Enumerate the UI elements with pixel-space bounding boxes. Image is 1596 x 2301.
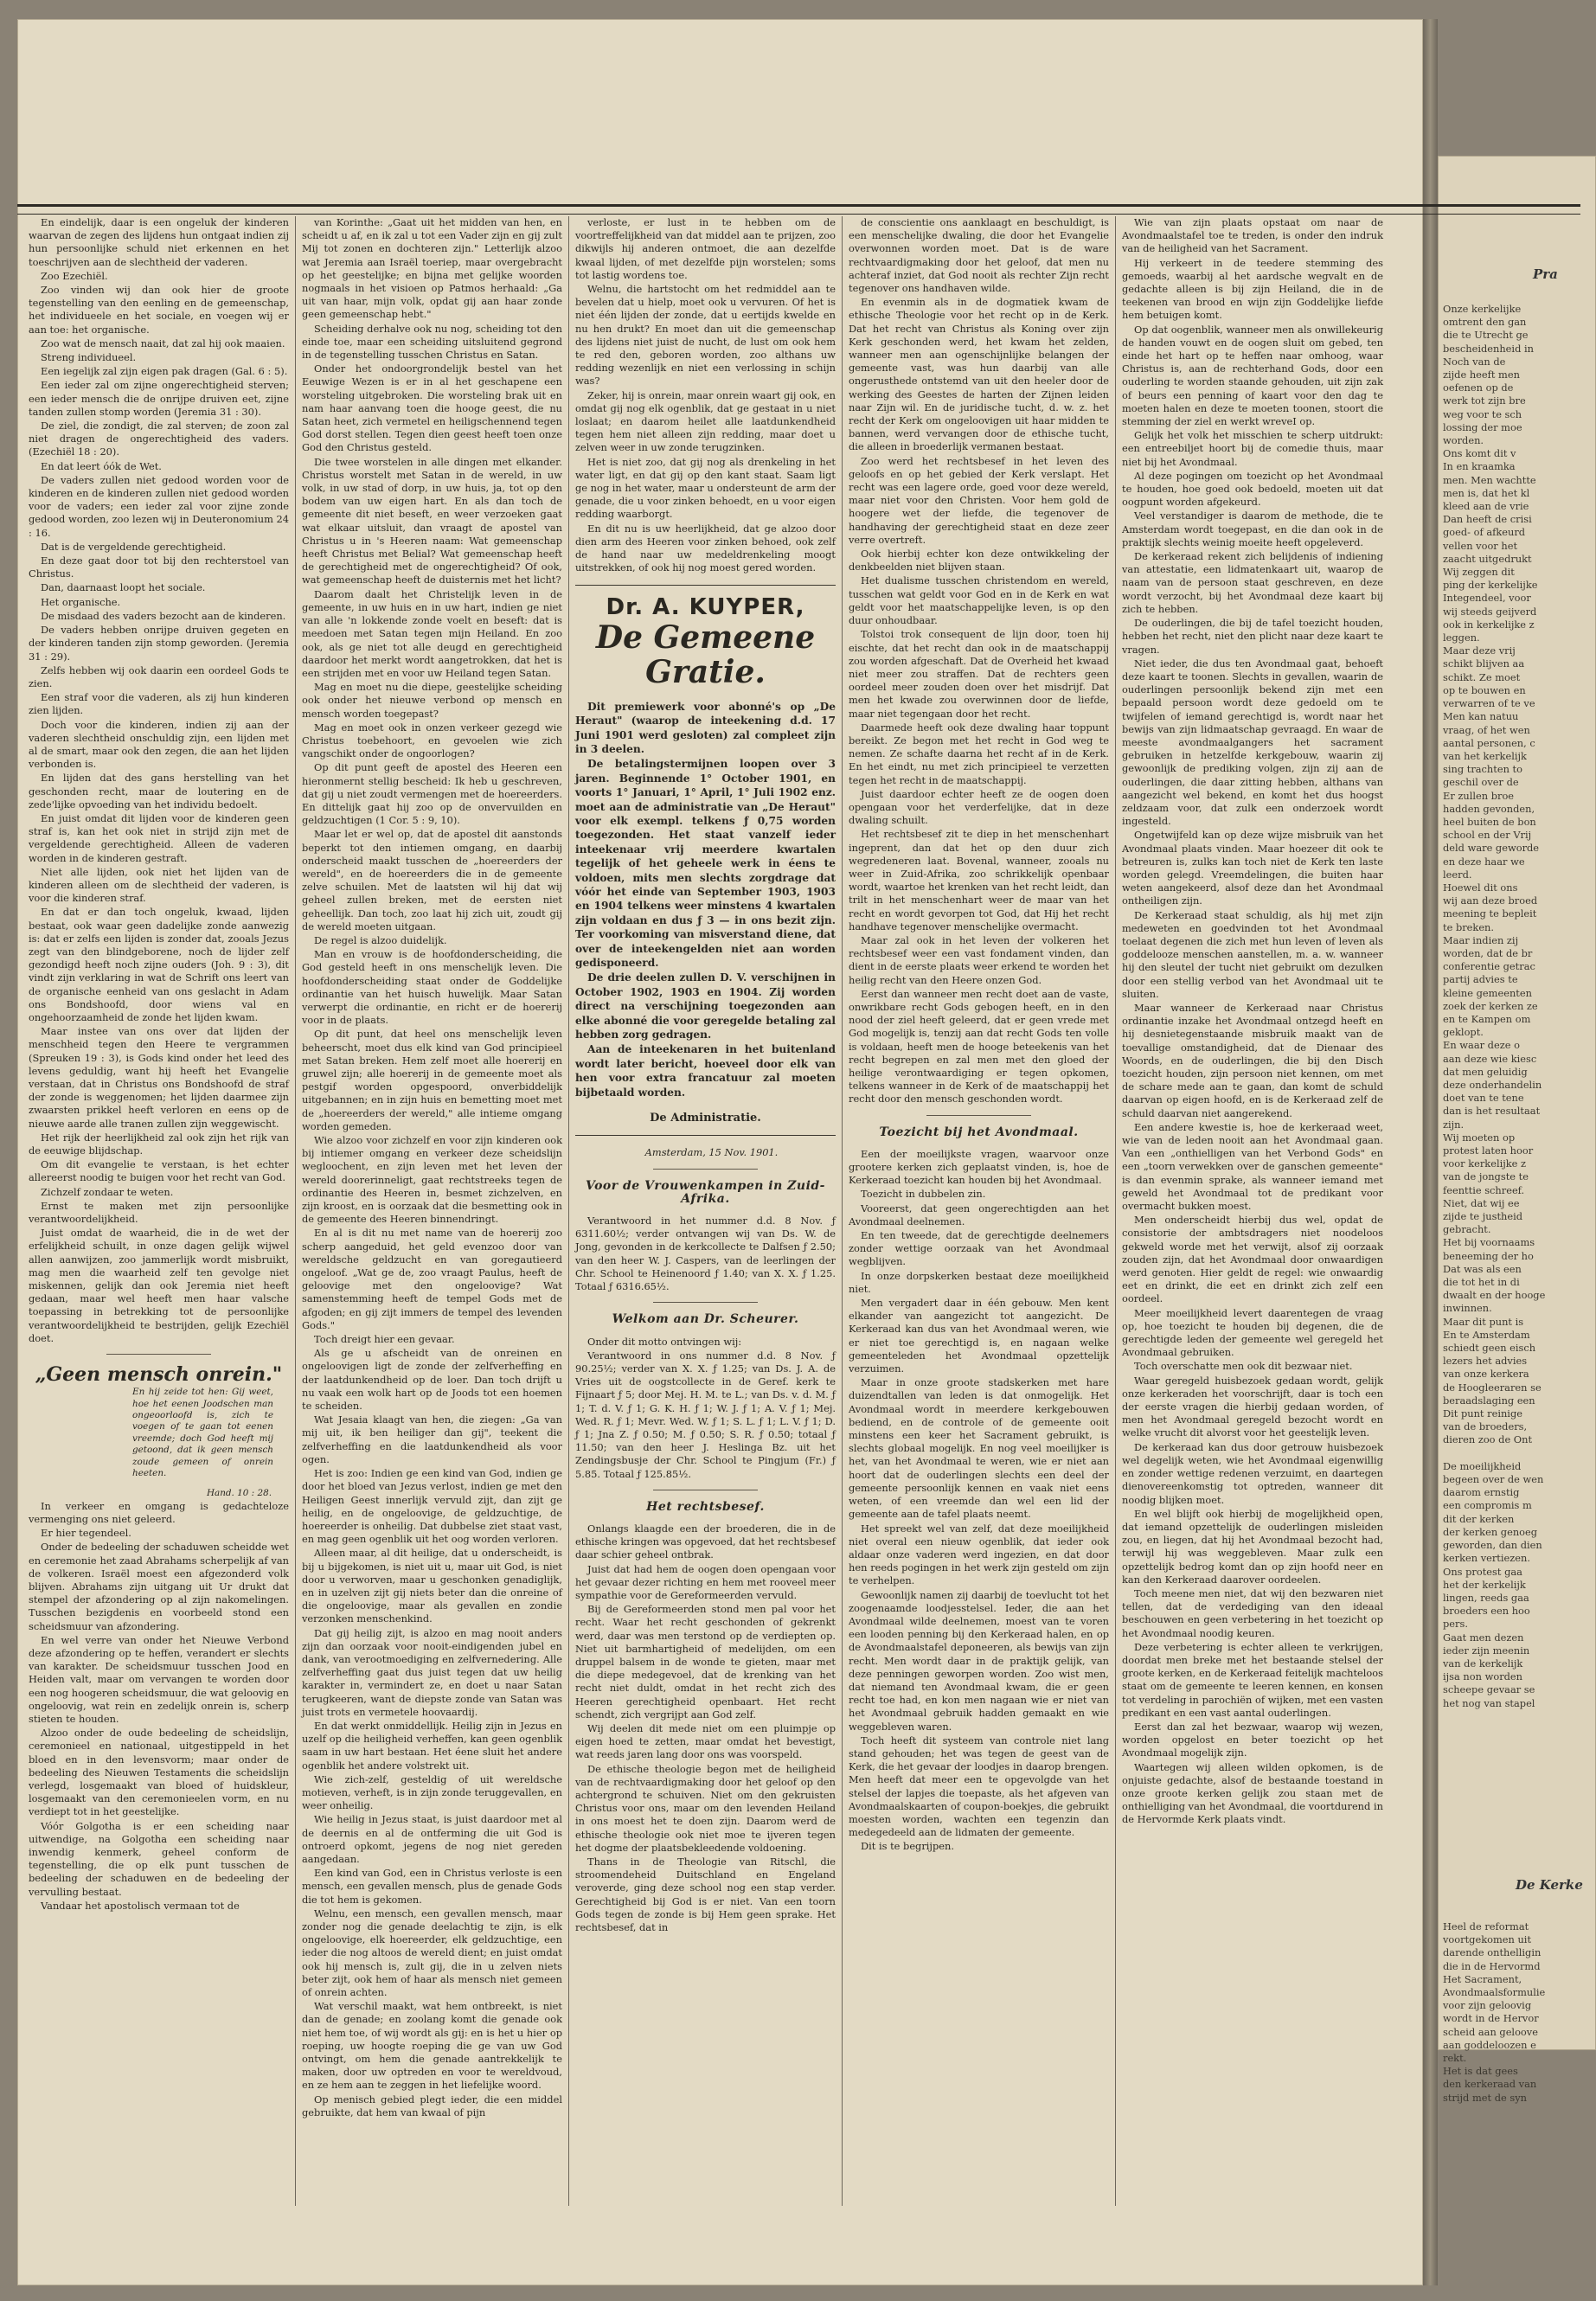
section-rechtsbesef-text — [575, 1522, 836, 1934]
paragraph: En juist omdat dit lijden voor de kinderen geen straf is, kan het ook niet in strijd zijn met de vergeldende gerechtigheid. Alleen de vaderen worden in de kinderen gestraft. — [29, 811, 289, 864]
paragraph: Welnu, een mensch, een gevallen mensch, maar zonder nog die genade deelachtig te zijn, is elk ongeloovige, elk hoereerder, elk geldzuchtige, een ieder die nog altoos de wereld dient; en juist omdat ook hij mensch is, zult gij, die in u zelven niets beter zijt, ook hem of haar als mensch niet gemeen of onrein achten. — [302, 1907, 562, 1999]
text-line: worden. — [1443, 434, 1484, 447]
page-fold — [1423, 19, 1438, 2285]
paragraph: Op dit punt, dat heel ons menschelijk leven beheerscht, moet dus elk kind van God principieel met Satan breken. Hem zelf moet alle hoererij en gruwel zijn; alle hoererij in de gemeente moet als pestgif worden opgespoord, onverbiddelijk uitgebannen; en in zijn huis en bemetting moet met de „hoereerders der wereld," alle intieme omgang worden gemeden. — [302, 1028, 562, 1132]
column-1 — [22, 216, 296, 2206]
paragraph: Scheiding derhalve ook nu nog, scheiding tot den einde toe, maar een scheiding uitsluitend gegrond in de tegenstelling tusschen Christus en Satan. — [302, 322, 562, 362]
text-line: te breken. — [1443, 920, 1495, 933]
text-line: geworden, dan dien — [1443, 1539, 1542, 1552]
text-line: op te bouwen en — [1443, 683, 1526, 696]
column-5-text — [1122, 216, 1383, 1827]
paragraph: Aan de inteekenaren in het buitenland wordt later bericht, hoeveel door elk van hen voor extra francatuur zal moeten bijbetaald worden. — [575, 1043, 836, 1099]
text-line: deze onderhandelin — [1443, 1078, 1542, 1091]
next-page-heading-2: De Kerke — [1516, 1877, 1583, 1893]
text-line: lossing der moe — [1443, 420, 1522, 433]
text-line: begeen over de wen — [1443, 1473, 1544, 1486]
text-line: leggen. — [1443, 631, 1480, 644]
next-page-text-2 — [1443, 1920, 1590, 2105]
paragraph: Onder dit motto ontvingen wij: — [587, 1335, 742, 1348]
section-vrouwenkampen-text — [575, 1215, 836, 1293]
paragraph: Men vergadert daar in één gebouw. Men kent elkander van aangezicht tot aangezicht. De Kerkeraad kan dus van het Avondmaal weren, wie er niet toe gerechtigd is, en nagaan welke gemeenteleden het Avondmaal opzettelijk verzuimen. — [849, 1297, 1109, 1375]
paragraph: Alleen maar, al dit heilige, dat u onderscheidt, is bij u bijgekomen, is niet uit u, maar uit God, is niet door u verworven, maar u geschonken genadiglijk, en in uzelven zijt gij niets beter dan die onreine of die ongeloovige, maar als gevallen en zondie verzonken menschenkind. — [302, 1547, 562, 1625]
text-line: aan deze wie kiesc — [1443, 1052, 1537, 1065]
column-3-text — [575, 216, 836, 574]
text-line: deld ware geworde — [1443, 842, 1540, 855]
text-line: zaacht uitgedrukt — [1443, 552, 1532, 565]
text-line: ook in kerkelijke z — [1443, 618, 1535, 631]
text-line: vellen voor het — [1443, 539, 1518, 552]
paragraph: van Korinthe: „Gaat uit het midden van hen, en scheidt u af, en ik zal u tot een Vader zijn en gij zult Mij tot zonen en dochteren zijn." Letterlijk alzoo wat Jeremia aan Israël toeriep, maar overgebracht op het geestelijke; en bijna met gelijke woorden nogmaals in het visioen op Patmos herhaald: „Ga uit van haar, mijn volk, opdat gij aan haar zonde geen gemeenschap hebt." — [302, 216, 562, 321]
text-line: Het bij voornaams — [1443, 1236, 1535, 1249]
text-line: een compromis m — [1443, 1499, 1532, 1512]
divider — [653, 1302, 757, 1303]
paragraph: De vaders zullen niet gedood worden voor de kinderen en de kinderen zullen niet gedood worden voor de vaders; een ieder zal voor zijne zonde gedood worden, zoo lezen wij in Deuteronomium 24 : 16. — [29, 473, 289, 539]
paragraph: Verantwoord in het nummer d.d. 8 Nov. ƒ 6311.60½; verder ontvangen wij van Ds. W. de Jong, gevonden in de kerkcollecte te Dalfsen ƒ 2.50; van den heer W. J. Caspers, van de leerlingen der Chr. School te Heinenoord ƒ 1.40; van X. X. ƒ 1.25. Totaal ƒ 6316.65½. — [575, 1215, 836, 1293]
paragraph: Gelijk het volk het misschien te scherp uitdrukt: een entreebiljet hoort bij de comedie thuis, maar niet bij het Avondmaal. — [1122, 429, 1383, 468]
paragraph: Toch meene men niet, dat wij den bezwaren niet tellen, dat de verdediging van den ideaal beschouwen en geen verbetering in het toezicht op het Avondmaal noodig keuren. — [1122, 1586, 1383, 1639]
text-line: ijsa non worden — [1443, 1670, 1523, 1683]
paragraph: Doch voor die kinderen, indien zij aan der vaderen slechtheid onschuldig zijn, een lijden met al de smart, maar ook den zegen, die aan het lijden verbonden is. — [29, 718, 289, 771]
column-2 — [296, 216, 569, 2206]
text-line: kerken vertiezen. — [1443, 1552, 1530, 1565]
text-line: schikt blijven aa — [1443, 657, 1525, 670]
paragraph: Eerst dan zal het bezwaar, waarop wij wezen, worden opgelost en beter toezicht op het Avondmaal mogelijk zijn. — [1122, 1720, 1383, 1759]
text-line: In en kraamka — [1443, 460, 1516, 473]
text-line: scheepe gevaar se — [1443, 1683, 1535, 1696]
paragraph: Toch overschatte men ook dit bezwaar niet. — [1134, 1360, 1353, 1373]
text-line: partij advies te — [1443, 973, 1518, 986]
paragraph: Zelfs hebben wij ook daarin een oordeel Gods te zien. — [29, 663, 289, 689]
paragraph: En dat werkt onmiddellijk. Heilig zijn in Jezus en uzelf op die heiligheid verheffen, kan geen ogenblik saam in uw hart bestaan. Het éene sluit het andere ogenblik het andere volstrekt uit. — [302, 1719, 562, 1772]
paragraph: Het rijk der heerlijkheid zal ook zijn het rijk van de eeuwige blijdschap. — [29, 1131, 289, 1157]
text-line: pers. — [1443, 1618, 1468, 1631]
text-line: die te Utrecht ge — [1443, 329, 1529, 342]
paragraph: Het rechtsbesef zit te diep in het menschenhart ingeprent, dan dat het op den duur zich wegredeneren laat. Bovenal, wanneer, zooals nu weer in Zuid-Afrika, zoo schrikkelijk openbaar wordt, waartoe het krenken van het recht leidt, dan trilt in het menschenhart weer de maar van het recht en wordt gevorpen tot God, dat Hij het recht handhave tegenover menschelijke overmacht. — [849, 828, 1109, 933]
paragraph: En dit nu is uw heerlijkheid, dat ge alzoo door dien arm des Heeren voor zinken behoed, ook zelf de hand naar uw medeldrenkeling moogt uitstrekken, of ook hij nog moest gered worden. — [575, 522, 836, 574]
paragraph: Maar wanneer de Kerkeraad naar Christus ordinantie inzake het Avondmaal ontzegd heeft en hij desnietegenstaande misbruik maakt van de toevallige omstandigheid, dat de Dienaar des Woords, en de ouderlingen, die bij den Disch toezicht houden, zijn persoon niet kennen, om met de schare mede aan te gaan, dan komt de schuld daarvan op eigen hoofd, en is de Kerkeraad zelf de schuld daarvan niet aangerekend. — [1122, 1001, 1383, 1119]
divider — [106, 1354, 210, 1355]
paragraph: Wie heilig in Jezus staat, is juist daardoor met al de deernis en al de ontferming die uit God is ontroerd opkomt, jegens de nog niet gereden aangedaan. — [302, 1813, 562, 1865]
text-line: Het is dat gees — [1443, 2065, 1518, 2078]
paragraph: Op dit punt geeft de apostel des Heeren een hieronmernt stellig bescheid: Ik heb u geschreven, dat gij u niet zoudt vermengen met de hoereerders. En dittelijk gaat hij zoo op de onvervuilden en geldzuchtigen (1 Cor. 5 : 9, 10). — [302, 761, 562, 827]
text-line: het der kerkelijk — [1443, 1578, 1526, 1591]
text-line: Ons komt dit v — [1443, 447, 1516, 460]
text-line: darende onthelligin — [1443, 1946, 1542, 1959]
paragraph: Juist dat had hem de oogen doen opengaan voor het gevaar dezer richting en hem met rooveel meer sympathie voor de Gereformeerden vervuld. — [575, 1562, 836, 1601]
text-line: zijde te justheid — [1443, 1210, 1523, 1223]
text-line: gebracht. — [1443, 1223, 1491, 1236]
text-line: voor kerkelijke z — [1443, 1157, 1527, 1170]
paragraph: Om dit evangelie te verstaan, is het echter allereerst noodig te buigen voor het recht van God. — [29, 1158, 289, 1184]
paragraph: Er hier tegendeel. — [41, 1527, 131, 1540]
paragraph: Tolstoi trok consequent de lijn door, toen hij eischte, dat het recht dan ook in de maatschappij zou worden afgeschaft. Dat de Overheid het kwaad niet meer zou straffen. Dat de rechters geen oordeel meer zouden doen over het misdrijf. Dat men het kwade zou overwinnen door de liefde, maar niet tegengaan door het recht. — [849, 628, 1109, 720]
text-line: daarom ernstig — [1443, 1486, 1520, 1499]
scripture-quote: En hij zeide tot hen: Gij weet, hoe het eenen Joodschen man ongeoorloofd is, zich te voegen of te gaan tot eenen vreemde; doch God heeft mij getoond, dat ik geen mensch zoude gemeen of onrein heeten. — [132, 1387, 273, 1479]
paragraph: Als ge u afscheidt van de onreinen en ongeloovigen ligt de zonde der zelfverheffing en der laatdunkendheid op de loer. Dan toch drijft u nu vaak een wolk hart op de Joods tot een hoemen te scheiden. — [302, 1347, 562, 1413]
paragraph: Dat is de vergeldende gerechtigheid. — [41, 540, 227, 553]
paragraph: Wie van zijn plaats opstaat om naar de Avondmaalstafel toe te treden, is onder den indruk van de heiligheid van het Sacrament. — [1122, 216, 1383, 255]
paragraph: Dat gij heilig zijt, is alzoo en mag nooit anders zijn dan oorzaak voor nooit-eindigenden jubel en dank, van verootmoediging en zelfvernedering. Alle zelfverheffing gaat dus juist tegen dat uw heilig karakter in, vermindert ze, en doet u naar Satan terugkeeren, want de diepste zonde van Satan was juist trots en vermetele hoovaardij. — [302, 1626, 562, 1718]
paragraph: Op menisch gebied plegt ieder, die een middel gebruikte, dat hem van kwaal of pijn — [302, 2093, 562, 2118]
paragraph: Maar instee van ons over dat lijden der menschheid tegen den Heere te vergrammen (Spreuken 19 : 3), is Gods kind onder het leed des levens geduldig, want hij heeft het Evangelie verstaan, dat in Christus ons Bondshoofd de straf der zonde is weggenomen; het lijden daarmee zijn zwaarsten prikkel heeft verloren en eens op de nieuwe aarde alle tranen zullen zijn weggewischt. — [29, 1025, 289, 1130]
paragraph: Het dualisme tusschen christendom en wereld, tusschen wat geldt voor God en in de Kerk en wat geldt voor het maatschappelijke leven, is op den duur onhoudbaar. — [849, 574, 1109, 627]
text-line: dwaalt en der hooge — [1443, 1289, 1546, 1302]
text-line: rekt. — [1443, 2052, 1467, 2065]
text-line: meening te bepleit — [1443, 907, 1537, 920]
paragraph: En al is dit nu met name van de hoererij zoo scherp aangeduid, het geld evenzoo door van wereldsche geldzucht en van goregautieerd ongeloof. „Wat ge de, zoo vraagt Paulus, heeft de geloovige met den ongeloovige? Wat samenstemming heeft de tempel Gods met de afgoden; en gij zijt immers de tempel des levenden Gods." — [302, 1227, 562, 1331]
text-line: kleed aan de vrie — [1443, 500, 1529, 513]
dateline: Amsterdam, 15 Nov. 1901. — [644, 1146, 779, 1159]
text-line: dat men geluidig — [1443, 1065, 1528, 1078]
text-line: hadden gevonden, — [1443, 802, 1535, 815]
paragraph: Zeker, hij is onrein, maar onrein waart gij ook, en omdat gij nog elk ogenblik, dat ge gestaat in u niet loslaat; en daarom heilet alle laatdunkendheid tegen hem niet alleen zijn redding, maar doet u zelven weer in uw zonde terugzinken. — [575, 388, 836, 454]
paragraph: In onze dorpskerken bestaat deze moeilijkheid niet. — [849, 1269, 1109, 1295]
text-line: den kerkeraad van — [1443, 2078, 1537, 2091]
text-line: men. Men wachtte — [1443, 473, 1536, 486]
paragraph: Onder de bedeeling der schaduwen scheidde wet en ceremonie het zaad Abrahams scherpelijk af van de volkeren. Israël moest een afgezonderd volk blijven. Abrahams zijn uitgang uit Ur drukt dat stempel der afzondering op al zijn nakomelingen. Tusschen bezigdenis en voorbeeld stond een scheidsmuur van afzondering. — [29, 1541, 289, 1632]
paragraph: Een ieder zal om zijne ongerechtigheid sterven; een ieder mensch die de onrijpe druiven eet, zijne tanden zullen stomp worden (Jeremia 31 : 30). — [29, 379, 289, 418]
paragraph: Vandaar het apostolisch vermaan tot de — [41, 1899, 240, 1912]
text-line: zijn. — [1443, 1118, 1465, 1131]
ad-title: De Gemeene Gratie. — [595, 619, 816, 690]
paragraph: In verkeer en omgang is gedachteloze vermenging ons niet geleerd. — [29, 1499, 289, 1525]
text-line: inwinnen. — [1443, 1302, 1492, 1315]
column-3 — [569, 216, 843, 2206]
text-line: wordt in de Hervor — [1443, 2012, 1539, 2025]
paragraph: Eerst dan wanneer men recht doet aan de vaste, onwrikbare recht Gods gebogen heeft, en in den nood der ziel heeft geleerd, dat er geen vrede met God mogelijk is, tenzij aan dat recht Gods ten volle is voldaan, heeft men de hooge beteekenis van het recht begrepen en zal men met den gloed der heilige verontwaardiging er tegen opkomen, telkens wanneer in de Kerk of de maatschappij het recht door den mensch geschonden wordt. — [849, 987, 1109, 1106]
paragraph: De Kerkeraad staat schuldig, als hij met zijn medeweten en goedvinden tot het Avondmaal toelaat degenen die zich met hun leven of leven als goddelooze menschen aanstellen, m. a. w. wanneer hij den sleutel der tucht niet gebruikt om dezulken door een stellig verbod van het Avondmaal uit te sluiten. — [1122, 908, 1383, 1000]
text-line: sing trachten to — [1443, 763, 1522, 776]
text-line: lingen, reeds gaa — [1443, 1591, 1529, 1604]
text-line: school en der Vrij — [1443, 829, 1532, 842]
text-line: kleine gemeenten — [1443, 986, 1532, 999]
paragraph: De ethische theologie begon met de heiligheid van de rechtvaardigmaking door het geloof op den achtergrond te schuiven. Niet om den gekruisten Christus voor ons, maar om den levenden Heiland in ons moest het te doen zijn. Daarom werd de ethische theologie ook niet moe te ijveren tegen het dogme der plaatsbekleedende voldoening. — [575, 1762, 836, 1854]
text-line: conferentie getrac — [1443, 960, 1535, 973]
next-page-edge — [1438, 156, 1596, 2104]
paragraph: Thans in de Theologie van Ritschl, die stroomendeheid Duitschland en Engeland veroverde, ging deze school nog een stap verder. Gerechtigheid bij God is er niet. Van een toorn Gods tegen de zonde is bij Hem geen sprake. Het rechtsbesef, dat in — [575, 1856, 836, 1934]
text-line: Dit punt reinige — [1443, 1407, 1522, 1420]
paragraph: De ouderlingen, die bij de tafel toezicht houden, hebben het recht, niet den plicht naar deze kaart te vragen. — [1122, 617, 1383, 656]
paragraph: Dit premiewerk voor abonné's op „De Heraut" (waarop de inteekening d.d. 17 Juni 1901 werd gesloten) zal compleet zijn in 3 deelen. — [575, 700, 836, 755]
section-title-avondmaal: Toezicht bij het Avondmaal. — [879, 1125, 1079, 1139]
paragraph: Onlangs klaagde een der broederen, die in de ethische kringen was opgevoed, dat het rechtsbesef daar schier geheel ontbrak. — [575, 1522, 836, 1561]
column-1-text — [29, 216, 289, 1345]
paragraph: Dit is te begrijpen. — [861, 1840, 954, 1853]
text-line: die tot het in di — [1443, 1276, 1520, 1289]
text-line: Maar dit punt is — [1443, 1315, 1524, 1328]
paragraph: Een andere kwestie is, hoe de kerkeraad weet, wie van de leden nooit aan het Avondmaal gaan. Van een „onthielligen van het Verbond Gods" en een „toorn verwekken over de ganschen gemeente" is dan evenmin sprake, als wanneer iemand met geweld het Avondmaal tot de predikant voor overmacht bukken moest. — [1122, 1120, 1383, 1213]
paragraph: Bij de Gereformeerden stond men pal voor het recht. Waar het recht geschonden of gekrenkt werd, daar was men terstond op de verdiepten op. Niet uit barmhartigheid of medelijden, om een druppel balsem in de wonde te gieten, maar met die diepe medegevoel, dat de krenking van het recht niet duldt, omdat in het recht zich des Heeren gerechtigheid openbaart. Het recht schendt, zich vergrijpt aan God zelf. — [575, 1603, 836, 1721]
paragraph: En wel verre van onder het Nieuwe Verbond deze afzondering op te heffen, verandert er slechts van karakter. De scheidsmuur tusschen Jood en Heiden valt, maar om vervangen te worden door een nog hoogeren scheidsmuur, die wat geloovig en ongeloovig, wat rein en zedelijk onrein is, scherp stieten te houden. — [29, 1633, 289, 1725]
text-line: schikt. Ze moet — [1443, 670, 1521, 683]
paragraph: Zoo wat de mensch naait, dat zal hij ook maaien. — [41, 336, 285, 349]
text-line: dit der kerken — [1443, 1512, 1515, 1525]
paragraph: Maar zal ook in het leven der volkeren het rechtsbesef weer een vast fondament vinden, dan dient in de eerste plaats weer erkend te worden het heilig recht van den Heere onzen God. — [849, 933, 1109, 986]
divider — [926, 1115, 1030, 1116]
text-line: vraag, of het wen — [1443, 723, 1530, 736]
paragraph: Zoo werd het rechtsbesef in het leven des geloofs en op het gebied der Kerk verslapt. Het recht was een lagere orde, goed voor deze wereld, maar niet voor den Christen. Voor hem gold de hoogere wet der liefde, die tegenover de handhaving der gerechtigheid staat en deze zeer verre overtreft. — [849, 454, 1109, 546]
text-line: voor zijn geloovig — [1443, 1999, 1532, 2012]
text-line: En te Amsterdam — [1443, 1328, 1530, 1341]
paragraph: Zoo vinden wij dan ook hier de groote tegenstelling van den eenling en de gemeenschap, het individueele en het sociale, en voegen wij er aan toe: het organische. — [29, 284, 289, 336]
paragraph: Deze verbetering is echter alleen te verkrijgen, doordat men breke met het bestaande stelsel der groote kerken, en de Kerkeraad feitelijk machteloos staat om de gemeente te leeren kennen, en konsen tot verdeling in parochiën of wijken, met een vasten predikant en een vast aantal ouderlingen. — [1122, 1640, 1383, 1719]
paragraph: Het organische. — [41, 595, 121, 608]
paragraph: Juist omdat de waarheid, die in de wet der erfelijkheid schuilt, in onze dagen gelijk wijwel allen aanwijzen, zoo jammerlijk wordt misbruikt, mag men die waarheid zelf ten gevolge niet miskennen, gelijk dan ook Jeremia niet heeft gedaan, maar wel heeft men haar valsche toepassing in betrekking tot de persoonlijke verantwoordelijkheid te bestrijden, gelijk Ezechiël doet. — [29, 1227, 289, 1344]
paragraph: En eindelijk, daar is een ongeluk der kinderen waarvan de zegen des lijdens hun ontgaat indien zij hun persoonlijke schuld niet erkennen en het toeschrijven aan de slechtheid der vaderen. — [29, 216, 289, 268]
paragraph: Een iegelijk zal zijn eigen pak dragen (Gal. 6 : 5). — [41, 365, 288, 378]
text-line: worden, dat de br — [1443, 946, 1533, 959]
paragraph: Man en vrouw is de hoofdonderscheiding, die God gesteld heeft in ons menschelijk leven. Die hoofdonderscheiding staat onder de Goddelijke ordinantie van het huisch huwelijk. Maar Satan verwerpt die ordinantie, en richt er de hoererij voor in de plaats. — [302, 948, 562, 1027]
ad-signature: De Administratie. — [650, 1112, 761, 1125]
paragraph: De regel is alzoo duidelijk. — [314, 933, 447, 946]
paragraph: En deze gaat door tot bij den rechterstoel van Christus. — [29, 554, 289, 580]
text-line: wij aan deze broed — [1443, 894, 1538, 907]
text-line: zijde heeft men — [1443, 369, 1520, 381]
text-line: aantal personen, c — [1443, 736, 1535, 749]
text-line: geschil over de — [1443, 776, 1519, 789]
text-line: van onze kerkera — [1443, 1368, 1529, 1381]
text-line: voortgekomen uit — [1443, 1933, 1532, 1946]
paragraph: Mag en moet nu die diepe, geestelijke scheiding ook onder het nieuwe verbond op mensch en mensch worden toegepast? — [302, 681, 562, 720]
paragraph: Ongetwijfeld kan op deze wijze misbruik van het Avondmaal plaats vinden. Maar hoezeer dit ook te betreuren is, zulks kan toch niet de Kerk ten laste worden gelegd. Vreemdelingen, die buiten haar weten aangekeerd, alsof deze dan het Avondmaal ontheiligen zijn. — [1122, 829, 1383, 907]
paragraph: Toch heeft dit systeem van controle niet lang stand gehouden; het was tegen de geest van de Kerk, die het gevaar der loodjes in daarop brengen. Men heeft dat meer een te opgevolgde van het stelsel der lapjes die toepaste, als het afgeven van Avondmaalskaarten of coupon-boekjes, die gebruikt moesten worden, wachten een tegenzin dan medegedeeld aan de lidmaten der gemeente. — [849, 1734, 1109, 1839]
text-line: omtrent den gan — [1443, 316, 1527, 329]
paragraph: Men onderscheidt hierbij dus wel, opdat de consistorie der ambtsdragers niet noodeloos gekweld worde met het verwijt, alsof zij oorzaak zouden zijn, dat het Avondmaal door onwaardigen werd genoten. Hier geldt de regel: wie onwaardig eet en drinkt, die eet en drinkt zich zelf een oordeel. — [1122, 1214, 1383, 1305]
text-line: doet van te tene — [1443, 1092, 1524, 1105]
text-line: Dan heeft de crisi — [1443, 513, 1532, 526]
text-line: Hoewel dit ons — [1443, 881, 1518, 894]
text-line: strijd met de syn — [1443, 2091, 1527, 2104]
paragraph: Streng individueel. — [41, 351, 137, 364]
text-line: geklopt. — [1443, 1026, 1484, 1039]
paragraph: Toezicht in dubbelen zin. — [861, 1188, 986, 1201]
paragraph: En dat leert óók de Wet. — [41, 459, 162, 472]
column-1-text-2 — [29, 1500, 289, 1913]
paragraph: Een straf voor die vaderen, als zij hun kinderen zien lijden. — [29, 691, 289, 717]
paragraph: En ten tweede, dat de gerechtigde deelnemers zonder wettige oorzaak van het Avondmaal wegblijven. — [849, 1229, 1109, 1268]
paragraph: de conscientie ons aanklaagt en beschuldigt, is een menschelijke dwaling, die door het Evangelie overwonnen worden moet. Dat is de ware rechtvaardigmaking door het geloof, dat men nu achteraf inziet, dat God nooit als rechter Zijn recht tegenover ons handhaven wilde. — [849, 216, 1109, 295]
section-welkom-text — [575, 1336, 836, 1481]
text-line: van het kerkelijk — [1443, 749, 1527, 762]
paragraph: Juist daardoor echter heeft ze de oogen doen opengaan voor het verderfelijke, dat in deze dwaling schuilt. — [849, 787, 1109, 827]
text-line: en deze haar we — [1443, 855, 1525, 868]
text-line: weg voor te sch — [1443, 407, 1522, 420]
paragraph: Gewoonlijk namen zij daarbij de toevlucht tot het zoogenaamde loodjesstelsel. Ieder, die aan het Avondmaal wilde deelnemen, moest van te voren een looden penning bij den Kerkeraad halen, en op de Avondmaalstafel deponeeren, als bewijs van zijn recht. Men wordt daar in de praktijk gelijk, van deze penningen geworpen worden. Zoo wist men, dat niemand ten Avondmaal kwam, die er geen recht toe had, en kon men nagaan wie er niet van het Avondmaal gebruik hadden gemaakt en wie weggebleven waren. — [849, 1588, 1109, 1733]
paragraph: Onder het ondoorgrondelijk bestel van het Eeuwige Wezen is er in al het geschapene een worsteling uitgebroken. Die worsteling brak uit en nam haar aanvang toen die hooge geest, die nu Satan heet, zich vermetel en heiligschennend tegen God dorst stellen. Tegen dien geest heeft toen onze God den Christus gesteld. — [302, 362, 562, 454]
article-title-geen-mensch-onrein: „Geen mensch onrein." — [35, 1363, 283, 1387]
column-4 — [843, 216, 1116, 2206]
paragraph: Die twee worstelen in alle dingen met elkander. Christus worstelt met Satan in de wereld, in uw volk, in uw stad of dorp, in uw huis, ja, tot op den bodem van uw eigen hart. En als dan toch de gemeente dit niet beseft, en weer verzoeken gaat wat elkaar uitsluit, dan vraagt de apostel van Christus u in 's Heeren naam: Wat gemeenschap heeft Christus met Belial? Wat gemeenschap heeft de gerechtigheid met de ongerechtigheid? Of ook, wat gemeenschap heeft de duisternis met het licht? — [302, 455, 562, 586]
paragraph: Wij deelen dit mede niet om een pluimpje op eigen hoed te zetten, maar omdat het bevestigt, wat reeds jaren lang door ons was voorspeld. — [575, 1721, 836, 1761]
paragraph: En dat er dan toch ongeluk, kwaad, lijden bestaat, ook waar geen dadelijke zonde aanwezig is: dat er zelfs een lijden is zonder dat, zooals Jezus zegt van den blindgeborene, noch de lijder zelf gezondigd heeft noch zijne ouders (Joh. 9 : 3), dit vindt zijn verklaring in wat de Schrift ons leert van de organische eenheid van ons geslacht in Adam ons Bondshoofd, door wiens val en ongehoorzaamheid de zonde het lijden kwam. — [29, 906, 289, 1023]
paragraph: Meer moeilijkheid levert daarentegen de vraag op, hoe toezicht te houden bij degenen, die de gerechtigde leden der gemeente wel geregeld het Avondmaal gebruiken. — [1122, 1306, 1383, 1359]
paragraph: Verantwoord in ons nummer d.d. 8 Nov. ƒ 90.25½; verder van X. X. ƒ 1.25; van Ds. J. A. de Vries uit de oogstcollecte in de Geref. kerk te Fijnaart ƒ 5; door Mej. H. M. te L.; van Ds. v. d. M. ƒ 1; T. d. V. ƒ 1; G. K. H. ƒ 1; W. J. ƒ 1; A. V. ƒ 1; Mej. Wed. R. ƒ 1; Mevr. Wed. W. ƒ 1; S. L. ƒ 1; L. V. ƒ 1; D. ƒ 1; Jna Z. ƒ 0.50; M. ƒ 0.50; S. R. ƒ 0.50; totaal ƒ 11.50; van den heer J. Heslinga Bz. uit het Zendingsbusje der Chr. School te Pingjum (Fr.) ƒ 5.85. Totaal ƒ 125.85½. — [575, 1349, 836, 1480]
scripture-reference: Hand. 10 : 28. — [206, 1487, 272, 1498]
text-line: Dat was als een — [1443, 1262, 1522, 1275]
section-title-vrouwenkampen: Voor de Vrouwenkampen in Zuid-Afrika. — [586, 1178, 825, 1206]
paragraph: Niet alle lijden, ook niet het lijden van de kinderen alleen om de slechtheid der vaderen, is voor die kinderen straf. — [29, 865, 289, 905]
paragraph: Veel verstandiger is daarom de methode, die te Amsterdam wordt toegepast, en die dan ook in de praktijk slechts weinig moeite heeft opgeleverd. — [1122, 510, 1383, 548]
paragraph: Een der moeilijkste vragen, waarvoor onze grootere kerken zich geplaatst vinden, is, hoe de Kerkeraad toezicht kan houden bij het Avondmaal. — [849, 1147, 1109, 1187]
text-line: Noch van de — [1443, 355, 1506, 368]
text-line: beneeming der ho — [1443, 1249, 1534, 1262]
paragraph: Wat Jesaia klaagt van hen, die ziegen: „Ga van mij uit, ik ben heiliger dan gij", teekent die zelfverheffing en die laatdunkendheid als voor ogen. — [302, 1413, 562, 1465]
paragraph: Dan, daarnaast loopt het sociale. — [41, 581, 206, 594]
text-line: Maar indien zij — [1443, 933, 1519, 946]
text-line: van de kerkelijk — [1443, 1657, 1523, 1670]
ad-text — [575, 700, 836, 1099]
section-title-rechtsbesef: Het rechtsbesef. — [646, 1499, 765, 1514]
text-line: En waar deze o — [1443, 1039, 1520, 1052]
advertisement-gemeene-gratie — [575, 585, 836, 1136]
paragraph: Welnu, die hartstocht om het redmiddel aan te bevelen dat u hielp, moet ook u vervuren. Of het is niet één lijden der zonde, dat u eertijds kwelde en nu hen drukt? En moet dan uit die gemeenschap des lijdens niet juist de nucht, de lust om ook hem te red den, geboren worden, zoo althans uw redding wezenlijk en niet een verlossing in schijn was? — [575, 283, 836, 388]
text-line: Maar deze vrij — [1443, 644, 1516, 657]
text-line: heel buiten de bon — [1443, 815, 1536, 828]
paragraph: Zoo Ezechiël. — [41, 269, 108, 282]
divider — [653, 1169, 757, 1170]
text-line: aan goddeloozen e — [1443, 2038, 1536, 2051]
column-2-text — [302, 216, 562, 2119]
text-line: Integendeel, voor — [1443, 592, 1531, 605]
paragraph: Mag en moet ook in onzen verkeer gezegd wie Christus toebehoort, en gevoelen wie zich vangschikt onder de ongoorlogen? — [302, 721, 562, 760]
text-line: Gaat men dezen — [1443, 1631, 1524, 1644]
paragraph: verloste, er lust in te hebben om de voortreffelijkheid van dat middel aan te prijzen, zoo dikwijls hij anderen ontmoet, die aan dezelfde kwaal lijden, of met dezelfde pijn worstelen; soms tot lastig wordens toe. — [575, 216, 836, 281]
ad-author: Dr. A. KUYPER, — [606, 594, 805, 621]
section-title-welkom: Welkom aan Dr. Scheurer. — [612, 1312, 799, 1327]
text-line: protest laten hoor — [1443, 1144, 1534, 1157]
text-line: oefenen op de — [1443, 381, 1514, 394]
paragraph: Ook hierbij echter kon deze ontwikkeling der denkbeelden niet blijven staan. — [849, 548, 1109, 574]
paragraph: Het is niet zoo, dat gij nog als drenkeling in het water ligt, en dat gij op den kant staat. Saam ligt ge nog in het water, maar u ondersteunt de arm der genade, die u voor zinken behoedt, en u voor eigen redding waarborgt. — [575, 455, 836, 521]
text-line: Avondmaalsformulie — [1443, 1986, 1546, 1999]
text-line: lezers het advies — [1443, 1355, 1528, 1368]
paragraph: De drie deelen zullen D. V. verschijnen in October 1902, 1903 en 1904. Zij worden direct na verschijning toegezonden aan elke abonné die voor geregelde betaling zal hebben zorg gedragen. — [575, 971, 836, 1042]
text-line: feenttie schreef. — [1443, 1183, 1525, 1196]
paragraph: Toch dreigt hier een gevaar. — [314, 1333, 455, 1346]
text-line: schiedt geen eisch — [1443, 1342, 1536, 1355]
text-line: zoek der kerken ze — [1443, 999, 1538, 1012]
text-line: leerd. — [1443, 868, 1472, 881]
text-line: dieren zoo de Ont — [1443, 1433, 1533, 1446]
text-line: Wij zeggen dit — [1443, 566, 1515, 579]
column-4-text — [849, 216, 1109, 1106]
paragraph: Wat verschil maakt, wat hem ontbreekt, is niet dan de genade; en zoolang komt die genade ook niet hem toe, of wij wordt als gij: en is het u hier op roeping, uw hoogte roeping die ge van uw God ontvingt, om hem die genade aantrekkelijk te maken, door uw optreden en voor te wereldvoud, en ze hem aan te zeggen in het liefelijke woord. — [302, 2000, 562, 2092]
text-line: dan is het resultaat — [1443, 1105, 1541, 1118]
text-line: werk tot zijn bre — [1443, 394, 1526, 407]
paragraph: Vóór Golgotha is er een scheiding naar uitwendige, na Golgotha een scheiding naar inwendig kenmerk, geheel conform de tegenstelling, die op elk punt tusschen de bedeeling der schaduwen en de bedeeling der vervulling bestaat. — [29, 1819, 289, 1898]
text-line: Het Sacrament, — [1443, 1972, 1522, 1985]
paragraph: Wie alzoo voor zichzelf en voor zijn kinderen ook bij intiemer omgang en verkeer deze scheidslijn wegloochent, en zijn leven met het leven der wereld doorerinneligt, gaat rechtstreeks tegen de ordinantie des Heeren in, besmet zichzelven, en zijn kroost, en is oorzaak dat die besmetting ook in de gemeente des Heeren binnendringt. — [302, 1134, 562, 1226]
text-line: en te Kampen om — [1443, 1012, 1531, 1025]
text-line: der kerken genoeg — [1443, 1525, 1538, 1538]
text-line: Niet, dat wij ee — [1443, 1196, 1520, 1209]
paragraph: Al deze pogingen om toezicht op het Avondmaal te houden, hoe goed ook bedoeld, moeten uit dat oogpunt worden afgekeurd. — [1122, 469, 1383, 509]
next-page-text — [1443, 303, 1590, 1710]
text-line: ping der kerkelijke — [1443, 579, 1538, 592]
text-line: Ons protest gaa — [1443, 1565, 1522, 1578]
paragraph: Waartegen wij alleen wilden opkomen, is de onjuiste gedachte, alsof de bestaande toestand in onze groote kerken gelijk zou staan met de onthielliging van het Avondmaal, die voortdurend in de Hervormde Kerk plaats vindt. — [1122, 1760, 1383, 1826]
text-line: Heel de reformat — [1443, 1920, 1529, 1932]
text-line: De moeilijkheid — [1443, 1459, 1522, 1472]
paragraph: Daarom daalt het Christelijk leven in de gemeente, in uw huis en in uw hart, indien ge niet van alle 'n lokkende zonde voelt en beseft: dat is meedoen met Satan tegen mijn Heiland. En zoo ook, als ge niet tot alle deugd en gerechtigheid daardoor het merkt wordt aangetrokken, dat het is een strijden met en voor uw Heiland tegen Satan. — [302, 587, 562, 679]
paragraph: Daarmede heeft ook deze dwaling haar toppunt bereikt. Ze begon met het recht in God weg te nemen. Ze schafte daarna het recht af in de Kerk. En het eindt, nu met zich principieel te verzetten tegen het recht in de maatschappij. — [849, 721, 1109, 786]
text-line: Wij moeten op — [1443, 1131, 1516, 1144]
text-line: van de jongste te — [1443, 1170, 1529, 1183]
paragraph: En wel blijft ook hierbij de mogelijkheid open, dat iemand opzettelijk de ouderlingen misleiden zou, en liegen, dat hij het Avondmaal bezocht had, terwijl hij was weggebleven. Maar zulk een opzettelijk bedrog komt dan op zijn hoofd neer en kan den Kerkeraad daarover oordeelen. — [1122, 1507, 1383, 1586]
paragraph: De ziel, die zondigt, die zal sterven; de zoon zal niet dragen de ongerechtigheid des vaders. (Ezechiël 18 : 20). — [29, 420, 289, 458]
text-line: verwarren of te ve — [1443, 697, 1535, 710]
paragraph: Alzoo onder de oude bedeeling de scheidslijn, ceremonieel en nationaal, uitgestippeld in het bloed en in den levensvorm; maar onder de bedeeling des Nieuwen Testaments die scheidslijn verlegd, losgemaakt van bloed of huidskleur, losgemaakt van den ceremonieelen vorm, en nu verdiept tot in het geestelijke. — [29, 1727, 289, 1818]
text-line: Men kan natuu — [1443, 710, 1519, 723]
paragraph: De vaders hebben onrijpe druiven gegeten en der kinderen tanden zijn stomp geworden. (Jeremia 31 : 29). — [29, 624, 289, 663]
paragraph: En lijden dat des gans herstelling van het geschonden recht, maar de loutering en de zede'lijke opvoeding van het individu bedoelt. — [29, 772, 289, 811]
paragraph: Wie zich-zelf, gesteldig of uit wereldsche motieven, verheft, is in zijn zonde teruggevallen, en weer onheilig. — [302, 1772, 562, 1812]
paragraph: Een kind van God, een in Christus verloste is een mensch, een gevallen mensch, plus de genade Gods die tot hem is gekomen. — [302, 1867, 562, 1906]
paragraph: De kerkeraad rekent zich belijdenis of indiening van attestatie, een lidmatenkaart uit, waarop de naam van de persoon staat geschreven, en deze wordt verzocht, bij het Avondmaal deze kaart bij zich te hebben. — [1122, 550, 1383, 615]
paragraph: Maar in onze groote stadskerken met hare duizendtallen van leden is dat onmogelijk. Het Avondmaal wordt in meerdere kerkgebouwen bediend, en de controle of de gemeente ooit minstens een keer het Sacrament gebruikt, is slechts globaal mogelijk. En nog veel moeilijker is het, van het Avondmaal te weren, wie er niet aan hoort dat de ouderlingen slechts een deel der gemeente persoonlijk kennen en vaak niet eens weten, of een vreemde dan wel een lid der gemeente aan de tafel plaats neemt. — [849, 1376, 1109, 1521]
text-line: broeders een hoo — [1443, 1605, 1530, 1618]
text-line: ieder zijn meenin — [1443, 1644, 1530, 1657]
text-line: men is, dat het kl — [1443, 486, 1530, 499]
paragraph: En evenmin als in de dogmatiek kwam de ethische Theologie voor het recht op in de Kerk. Dat het recht van Christus als Koning over zijn Kerk geschonden werd, het kwam het zelden, wanneer men aan ogenschijnlijke belangen der gemeente vast, was hun daarbij van alle ongerusthede ontstemd van uit den heeler door de werking des Geestes de harten der Zijnen leiden naar Zijn wil. En de juridische tucht, d. w. z. het recht der Kerk om ongeloovigen uit haar midden te bannen, werd vervangen door de ethische tucht, die alleen in broederlijk vermanen bestaat. — [849, 296, 1109, 453]
text-line: goed- of afkeurd — [1443, 526, 1526, 539]
paragraph: Niet ieder, die dus ten Avondmaal gaat, behoeft deze kaart te toonen. Slechts in gevallen, waarin de ouderlingen persoonlijk bekend zijn met een bepaald persoon wordt deze gedoeld om te twijfelen of iemand gerechtigd is, wordt naar het bewijs van zijn lidmaatschap gevraagd. En waar de meeste avondmaalgangers het sacrament gebruiken in hetzelfde kerkgebouw, waarin zij gewoonlijk de prediking volgen, zijn zij aan de ouderlingen, die daar zitting hebben, althans van aangezicht wel bekend, en komt het dus hoogst zeldzaam voor, dat zulk een onderzoek wordt ingesteld. — [1122, 657, 1383, 828]
text-line — [1443, 1447, 1590, 1460]
paragraph: De kerkeraad kan dus door getrouw huisbezoek wel degelijk weten, wie het Avondmaal eigenwillig en zonder wettige redenen verzuimt, en daartegen dienovereenkomstig tot optreden, wanneer dit noodig blijken moet. — [1122, 1440, 1383, 1506]
paragraph: Op dat oogenblik, wanneer men als onwillekeurig de handen vouwt en de oogen sluit om gebed, ten einde het hart op te heffen naar omhoog, waar Christus is, aan de rechterhand Gods, door een ouderling te worden staande gehouden, uit zijn zak of beurs een penning of kaart voor den dag te moeten halen en deze te moeten toonen, stoort die stemming der ziel en werkt wreveI op. — [1122, 323, 1383, 428]
text-line: die in de Hervormd — [1443, 1959, 1541, 1972]
text-line: bescheidenheid in — [1443, 342, 1534, 355]
section-avondmaal-text — [849, 1148, 1109, 1854]
article-columns — [22, 216, 1389, 2206]
column-5 — [1116, 216, 1389, 2206]
paragraph: Het spreekt wel van zelf, dat deze moeilijkheid niet overal een nieuw ogenblik, dat ieder ook aldaar onze vaderen werd ingezien, en dat door hen reeds pogingen in het werk zijn gesteld om zijn te verhelpen. — [849, 1522, 1109, 1587]
paragraph: Waar geregeld huisbezoek gedaan wordt, gelijk onze kerkeraden het voorschrijft, daar is toch een der eerste vragen die hierbij gedaan worden, of men het Avondmaal geregeld bezocht wordt en welke vrucht dit alvorst voor het geestelijk leven. — [1122, 1374, 1383, 1439]
text-line: van de broeders, — [1443, 1420, 1528, 1433]
paragraph: Vooreerst, dat geen ongerechtigden aan het Avondmaal deelnemen. — [849, 1202, 1109, 1227]
text-line: scheid aan geloove — [1443, 2025, 1538, 2038]
paragraph: Het is zoo: Indien ge een kind van God, indien ge door het bloed van Jezus verlost, indien ge met den Heiligen Geest innerlijk vervuld zijt, dan zijt ge heilig, en de ongeloovige, de geldzuchtige, de hoereerder is onheilig. Dat dubbelse ziet staat vast, en mag geen ogenblik uit het oog worden verloren. — [302, 1467, 562, 1546]
text-line: beraadslaging een — [1443, 1394, 1535, 1407]
paragraph: De betalingstermijnen loopen over 3 jaren. Beginnende 1° October 1901, en voorts 1° Januari, 1° April, 1° Juli 1902 enz. moet aan de administratie van „De Heraut" voor elk exempl. telkens ƒ 0,75 worden toegezonden. Het staat vanzelf ieder inteekenaar vrij meerdere kwartalen tegelijk of het geheele werk in éens te voldoen, mits men slechts zorgdrage dat vóór het einde van September 1903, 1903 en 1904 telkens weer minstens 4 kwartalen zijn voldaan en dus ƒ 3 — in ons bezit zijn. Ter voorkoming van misverstand diene, dat over de inteekengelden niet aan worden gedisponeerd. — [575, 758, 836, 969]
paragraph: Zichzelf zondaar te weten. — [41, 1185, 174, 1198]
header-rule — [17, 204, 1580, 215]
next-page-heading: Pra — [1533, 266, 1558, 282]
text-line: Onze kerkelijke — [1443, 303, 1522, 315]
paragraph: De misdaad des vaders bezocht aan de kinderen. — [41, 609, 286, 622]
paragraph: Ernst te maken met zijn persoonlijke verantwoordelijkheid. — [29, 1199, 289, 1226]
text-line: Er zullen broe — [1443, 789, 1515, 802]
text-line: het nog van stapel — [1443, 1696, 1535, 1709]
text-line: de Hoogleeraren se — [1443, 1381, 1542, 1394]
paragraph: Maar let er wel op, dat de apostel dit aanstonds beperkt tot den intiemen omgang, en daarbij onderscheid maakt tusschen de „hoereerders der wereld", en de hoereerders die in de gemeente zelve schuilen. Met de laatsten wil hij dat wij geheel zullen breken, met de eersten niet geheellijk. Dan toch, zoo laat hij zich uit, zoudt gij de wereld moeten uitgaan. — [302, 828, 562, 933]
text-line: wij steeds geijverd — [1443, 605, 1537, 618]
paragraph: Hij verkeert in de teedere stemming des gemoeds, waarbij al het aardsche wegvalt en de gedachte alleen is bij zijn Heiland, die in de teekenen van brood en wijn zijn Goddelijke liefde hem betuigen komt. — [1122, 256, 1383, 322]
